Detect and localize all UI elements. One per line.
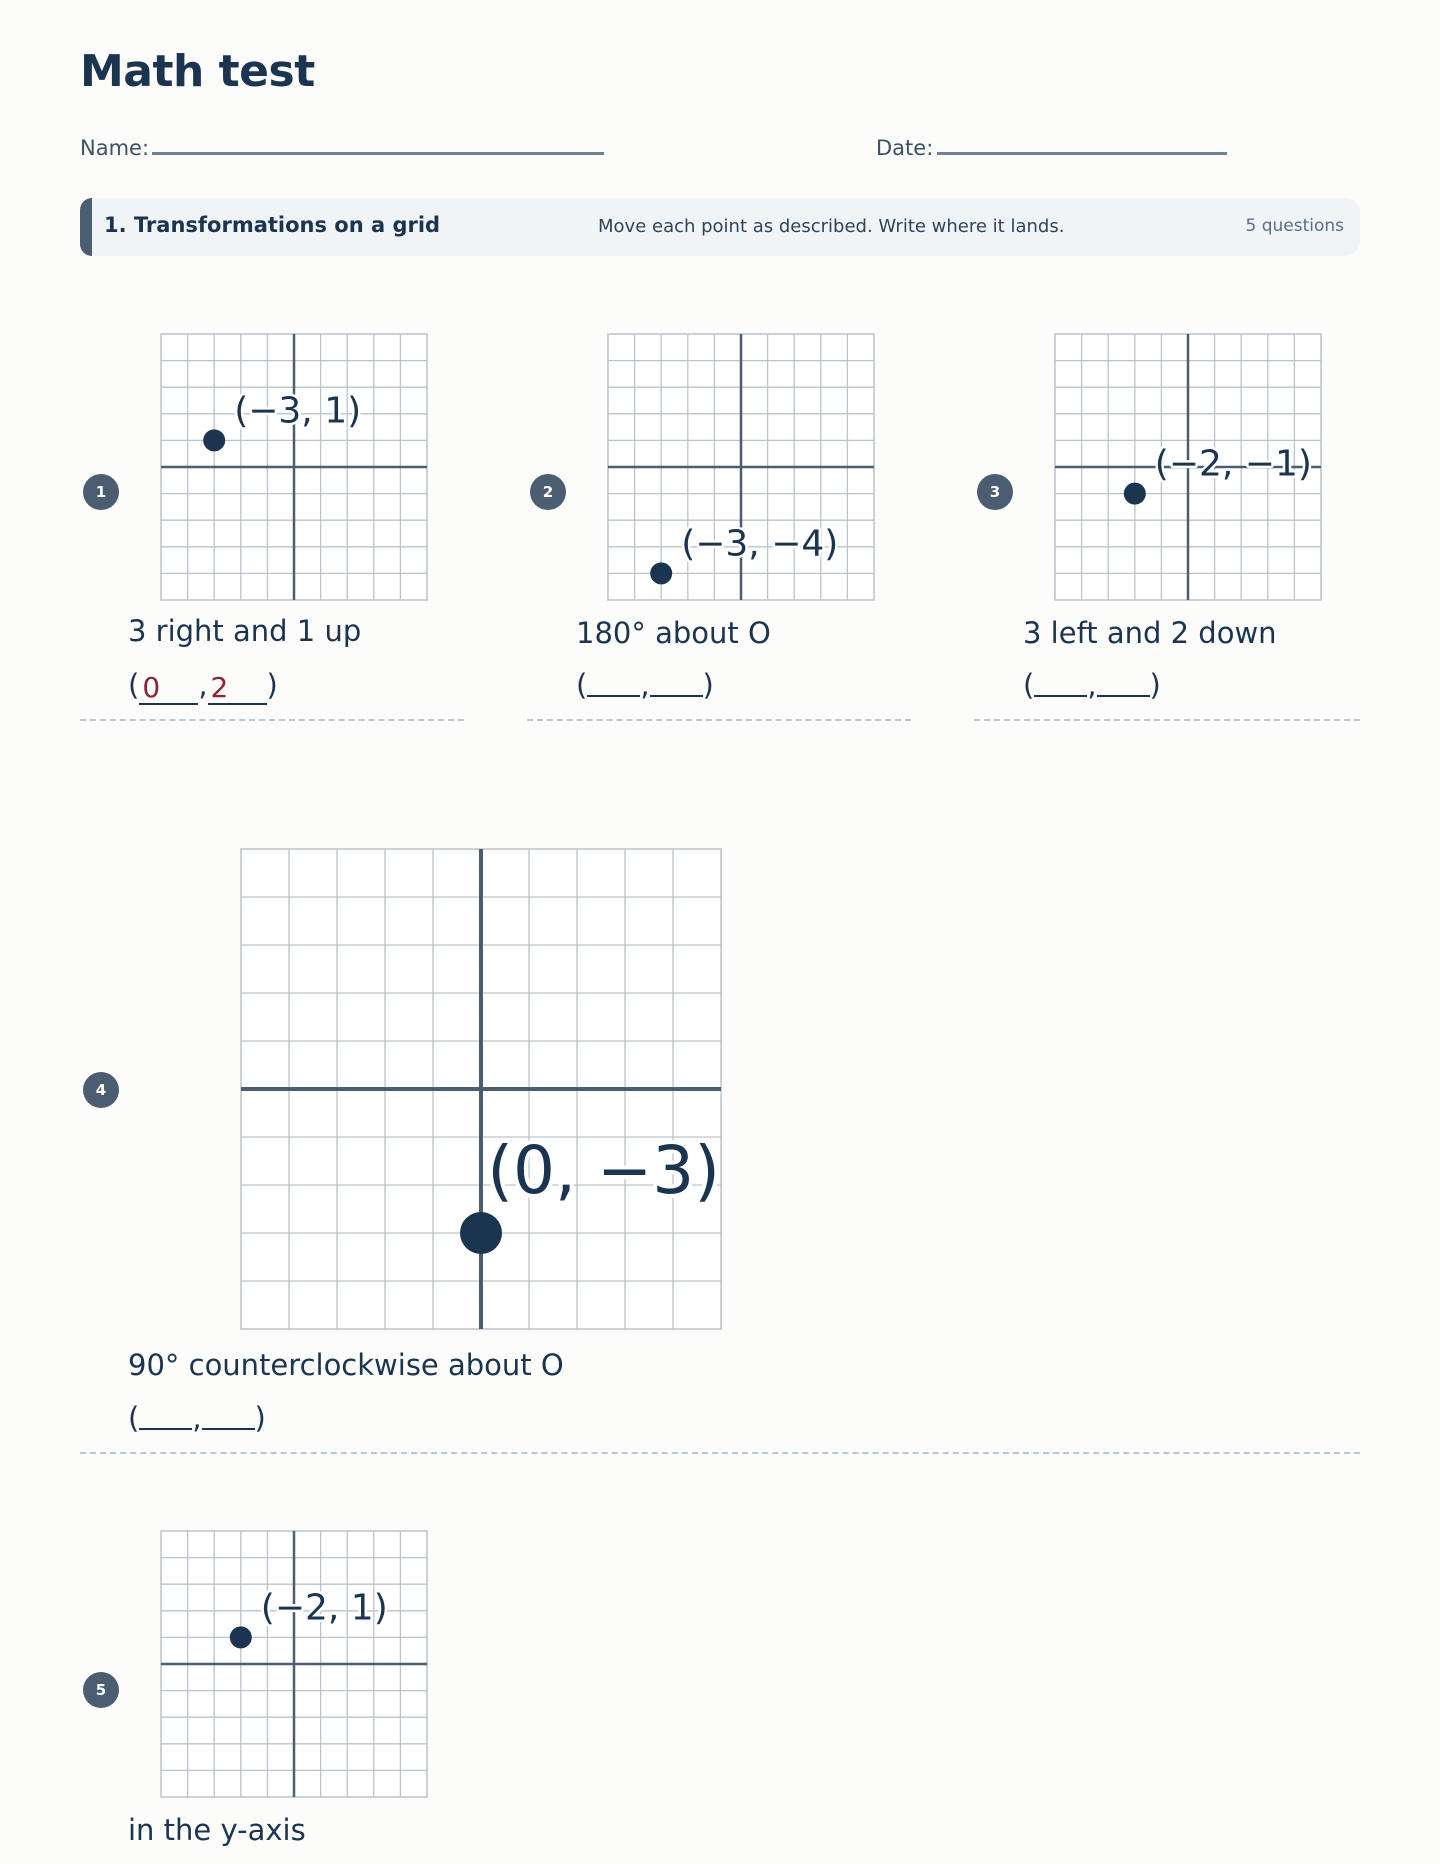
question-prompt: 180° about O: [576, 616, 771, 650]
answer-open-paren: (: [128, 668, 140, 702]
section-accent: [80, 198, 92, 256]
point-label: (−3, 1): [234, 390, 362, 432]
answer-y-blank[interactable]: 2: [208, 677, 267, 705]
plotted-point: [230, 1626, 252, 1648]
answer-line: [128, 668, 278, 705]
answer-y-blank[interactable]: [1097, 669, 1150, 697]
date-field[interactable]: [937, 152, 1227, 155]
answer-close-paren: ): [254, 1401, 266, 1435]
question-number-badge: 5: [83, 1672, 119, 1708]
answer-open-paren: (: [576, 668, 588, 702]
question-number-badge: 2: [530, 474, 566, 510]
answer-comma: ,: [192, 1401, 202, 1435]
coordinate-grid: [607, 333, 875, 601]
answer-comma: ,: [640, 668, 650, 702]
question-number-badge: 4: [83, 1072, 119, 1108]
answer-line: [128, 1401, 266, 1435]
question-prompt: 90° counterclockwise about O: [128, 1348, 564, 1382]
answer-x-blank[interactable]: [139, 1402, 192, 1430]
point-label: (−2, −1): [1154, 443, 1312, 485]
point-label: (−2, 1): [260, 1587, 388, 1629]
question-divider: [80, 719, 464, 721]
section-question-count: 5 questions: [1245, 216, 1344, 236]
answer-close-paren: ): [266, 668, 278, 702]
coordinate-grid: [160, 1530, 428, 1798]
coordinate-grid: [1054, 333, 1322, 601]
plotted-point: [650, 562, 672, 584]
date-label: Date:: [876, 136, 934, 160]
plotted-point: [203, 429, 225, 451]
answer-comma: ,: [1087, 668, 1097, 702]
answer-line: [1023, 668, 1161, 702]
question-number-badge: 1: [83, 474, 119, 510]
answer-close-paren: ): [702, 668, 714, 702]
question-divider: [974, 719, 1360, 721]
question-divider: [527, 719, 911, 721]
plotted-point: [1124, 483, 1146, 505]
answer-y-blank[interactable]: [202, 1402, 255, 1430]
answer-line: [576, 668, 714, 702]
question-number-badge: 3: [977, 474, 1013, 510]
page-title: Math test: [80, 46, 315, 97]
answer-open-paren: (: [128, 1401, 140, 1435]
answer-close-paren: ): [1149, 668, 1161, 702]
question-divider: [80, 1452, 1360, 1454]
answer-comma: ,: [198, 668, 208, 702]
coordinate-grid: [240, 848, 722, 1330]
section-header: [80, 198, 1360, 256]
question-prompt: in the y-axis: [128, 1813, 306, 1847]
coordinate-grid: [160, 333, 428, 601]
answer-y-blank[interactable]: [650, 669, 703, 697]
answer-x-blank[interactable]: [1034, 669, 1087, 697]
answer-x-blank[interactable]: [587, 669, 640, 697]
name-label: Name:: [80, 136, 150, 160]
section-title: 1. Transformations on a grid: [104, 213, 441, 237]
question-prompt: 3 left and 2 down: [1023, 616, 1277, 650]
point-label: (−3, −4): [681, 523, 839, 565]
answer-open-paren: (: [1023, 668, 1035, 702]
name-field[interactable]: [152, 152, 604, 155]
section-instructions: Move each point as described. Write where it lands.: [598, 216, 1065, 237]
question-prompt: 3 right and 1 up: [128, 614, 362, 648]
plotted-point: [460, 1212, 502, 1254]
answer-x-blank[interactable]: 0: [139, 677, 198, 705]
point-label: (0, −3): [487, 1132, 720, 1209]
